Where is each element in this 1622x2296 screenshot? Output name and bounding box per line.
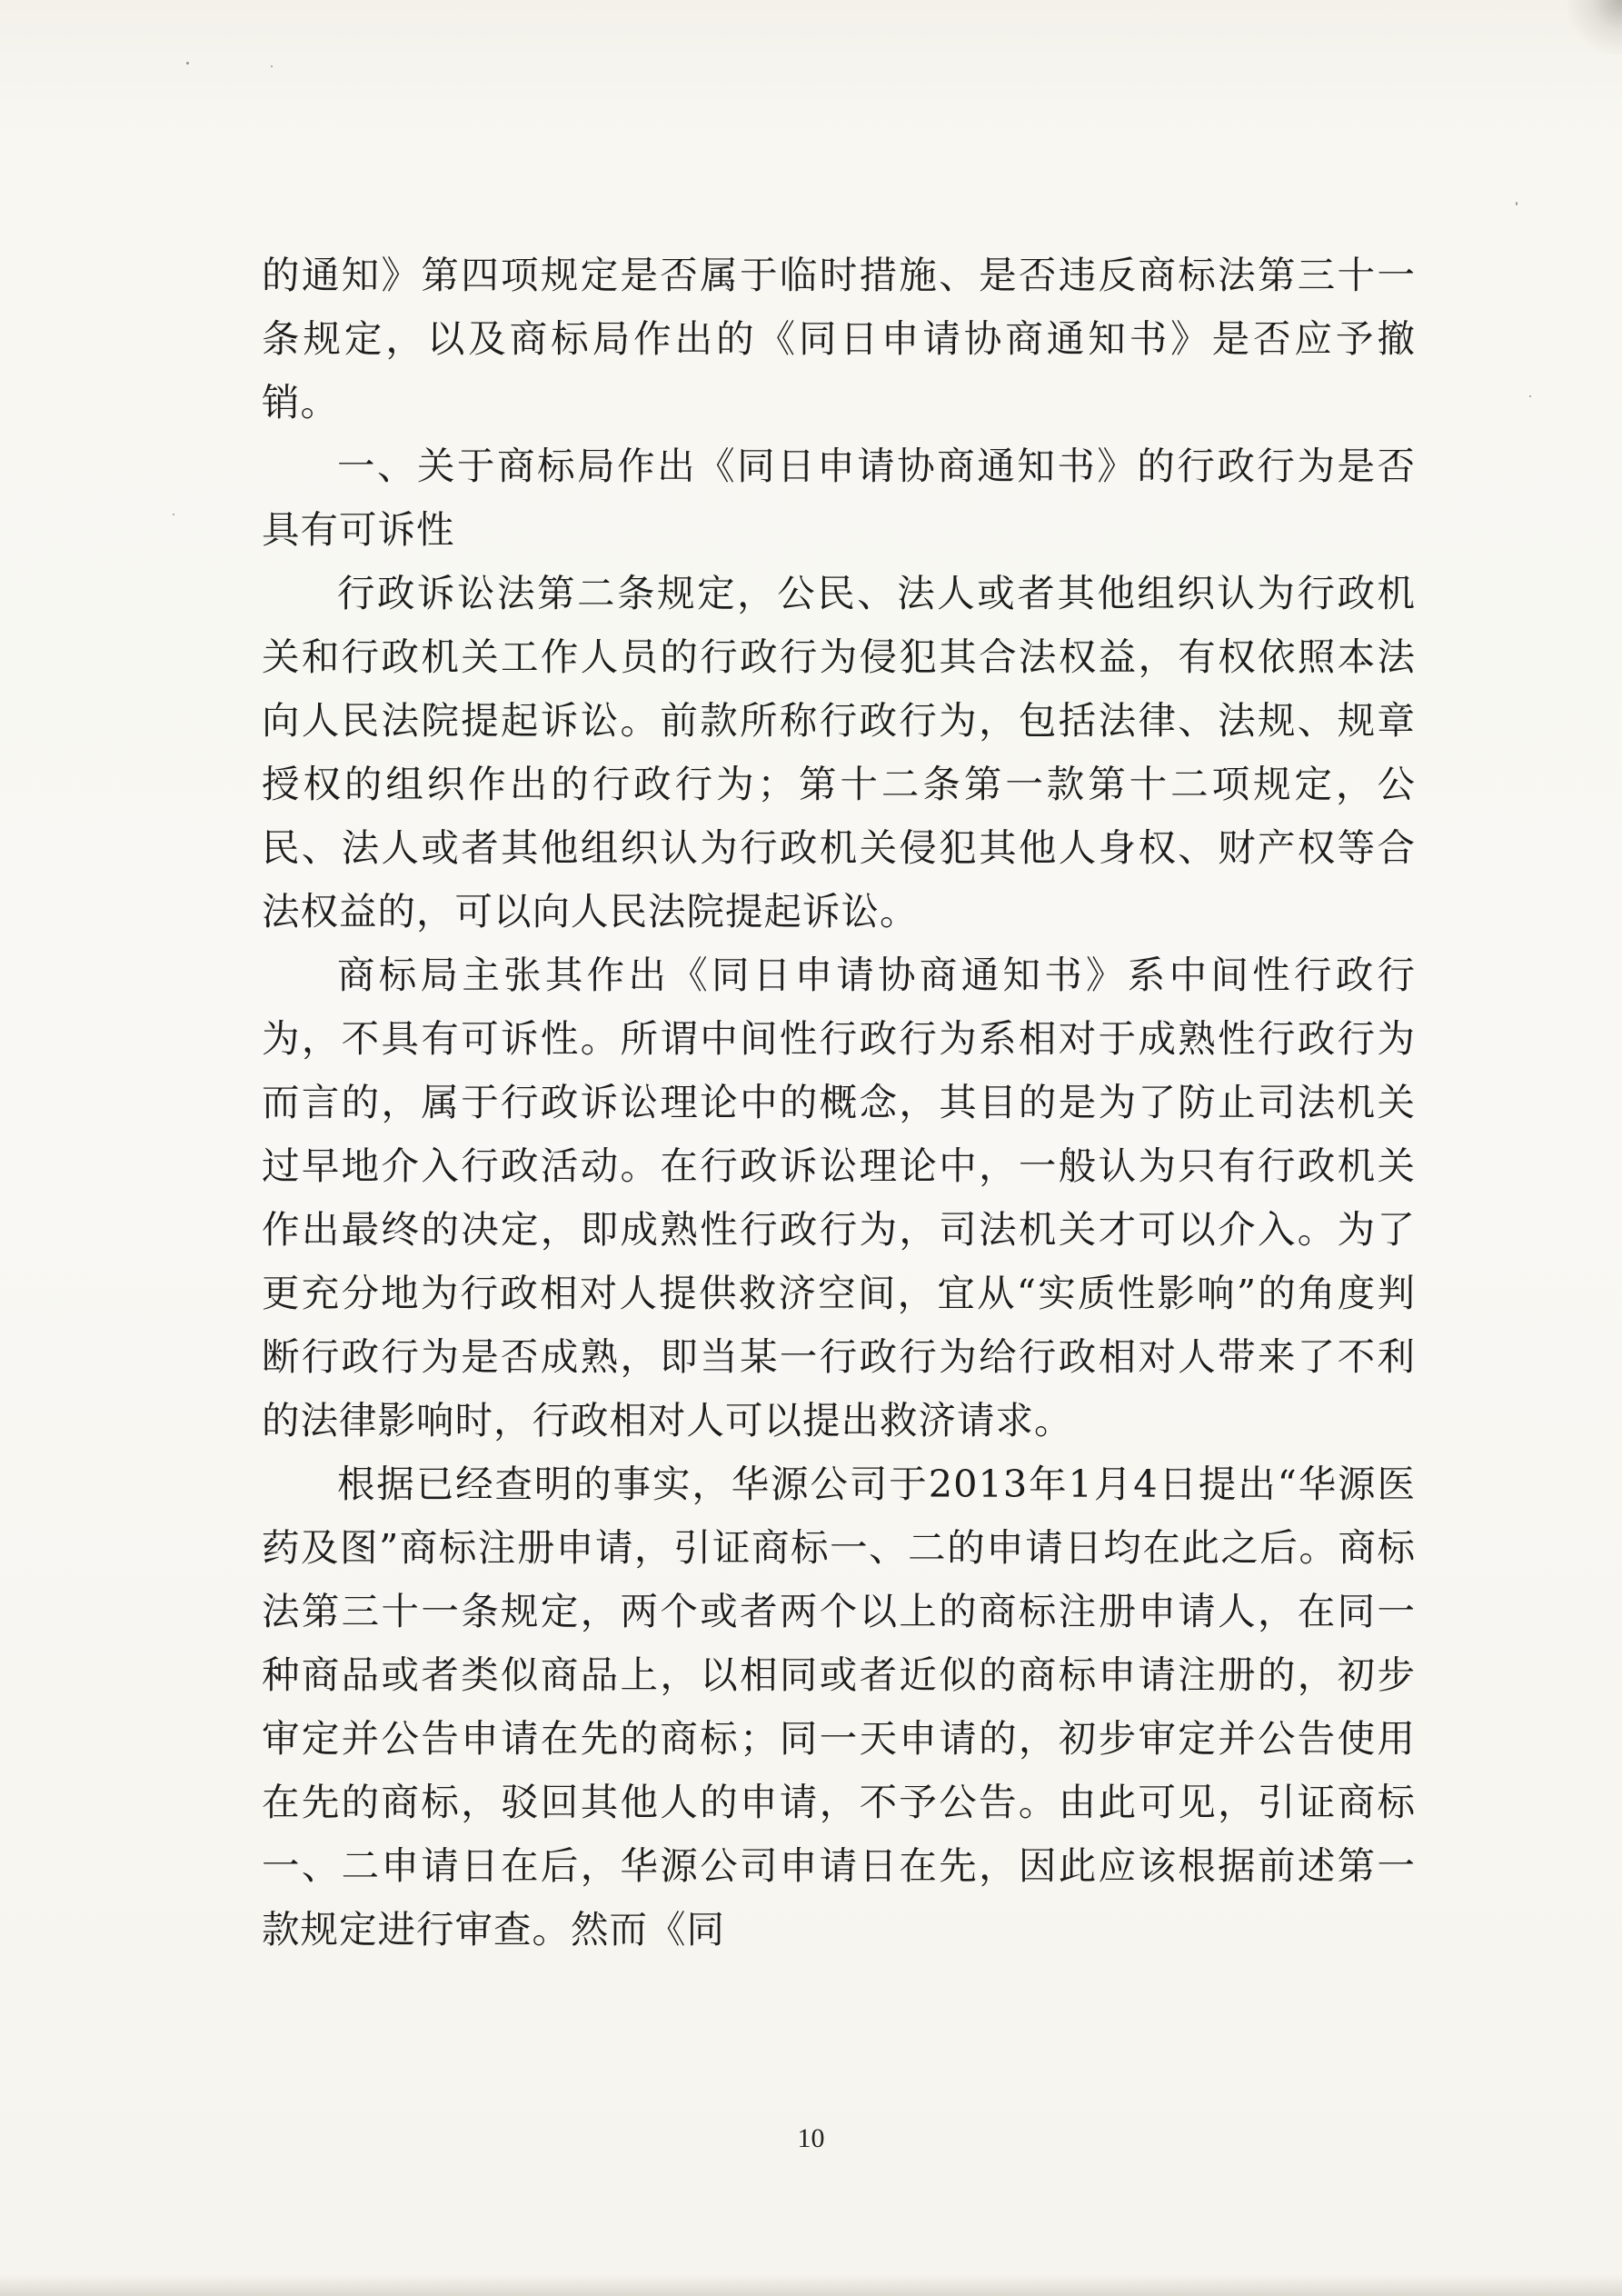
- scan-speck: [186, 62, 189, 65]
- paragraph: 根据已经查明的事实，华源公司于2013年1月4日提出“华源医药及图”商标注册申请，引证商标一、二的申请日均在此之后。商标法第三十一条规定，两个或者两个以上的商标注册申请人，在同一种商品或者类似商品上，以相同或者近似的商标申请注册的，初步审定并公告申请在先的商标；同一天申请的，初步审定并公告使用在先的商标，驳回其他人的申请，不予公告。由此可见，引证商标一、二申请日在后，华源公司申请日在先，因此应该根据前述第一款规定进行审查。然而《同: [262, 1462, 1416, 1952]
- paragraph: 商标局主张其作出《同日申请协商通知书》系中间性行政行为，不具有可诉性。所谓中间性行政行为系相对于成熟性行政行为而言的，属于行政诉讼理论中的概念，其目的是为了防止司法机关过早地介入行政活动。在行政诉讼理论中，一般认为只有行政机关作出最终的决定，即成熟性行政行为，司法机关才可以介入。为了更充分地为行政相对人提供救济空间，宜从“实质性影响”的角度判断行政行为是否成熟，即当某一行政行为给行政相对人带来了不利的法律影响时，行政相对人可以提出救济请求。: [262, 953, 1416, 1442]
- scan-speck: [271, 65, 273, 67]
- page-bottom-edge: [0, 2274, 1622, 2296]
- paragraph: 行政诉讼法第二条规定，公民、法人或者其他组织认为行政机关和行政机关工作人员的行政行为侵犯其合法权益，有权依照本法向人民法院提起诉讼。前款所称行政行为，包括法律、法规、规章授权的组织作出的行政行为；第十二条第一款第十二项规定，公民、法人或者其他组织认为行政机关侵犯其他人身权、财产权等合法权益的，可以向人民法院提起诉讼。: [262, 571, 1416, 933]
- section-heading: 一、关于商标局作出《同日申请协商通知书》的行政行为是否具有可诉性: [262, 444, 1416, 552]
- page-corner-shadow: [1567, 0, 1622, 55]
- page-number: 10: [797, 2123, 825, 2153]
- scan-speck: [1516, 202, 1518, 205]
- document-body: [262, 244, 1416, 1962]
- paragraph-continuation: 的通知》第四项规定是否属于临时措施、是否违反商标法第三十一条规定，以及商标局作出的《同日申请协商通知书》是否应予撤销。: [262, 253, 1416, 424]
- scan-speck: [173, 514, 174, 515]
- scan-speck: [1529, 395, 1531, 397]
